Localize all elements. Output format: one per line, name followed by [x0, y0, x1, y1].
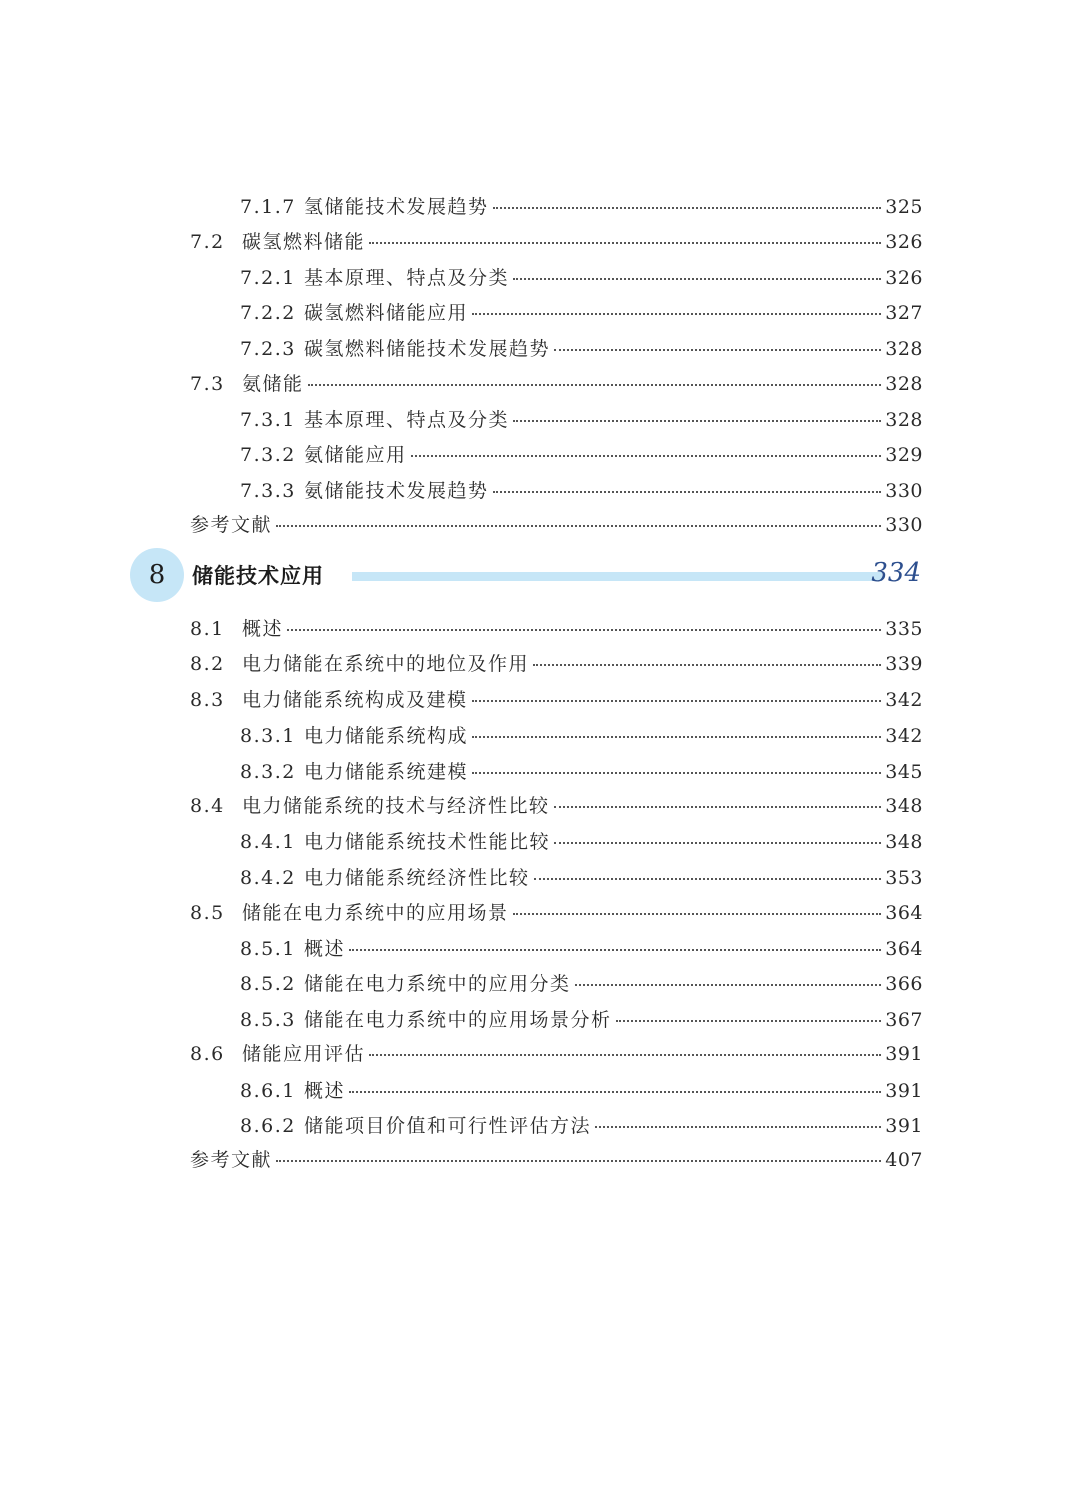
toc-entry-title: 电力储能系统构成及建模 — [242, 689, 468, 711]
toc-entry-title: 储能在电力系统中的应用分类 — [304, 973, 571, 995]
dot-leader — [513, 912, 882, 915]
toc-entry-page: 366 — [885, 973, 923, 995]
toc-entry-title: 概述 — [304, 1080, 346, 1102]
toc-entry[interactable] — [190, 614, 923, 644]
toc-entry[interactable] — [240, 192, 923, 222]
toc-entry[interactable] — [190, 1145, 923, 1175]
dot-leader — [595, 1125, 881, 1128]
toc-entry[interactable] — [190, 791, 923, 821]
dot-leader — [369, 241, 881, 244]
chapter-page-number: 334 — [871, 558, 921, 588]
toc-entry-number: 7.3 — [190, 373, 225, 395]
dot-leader — [513, 419, 881, 422]
toc-entry-page: 342 — [885, 725, 923, 747]
chapter-number-badge: 8 — [130, 548, 184, 602]
toc-entry-number: 8.5 — [190, 902, 225, 924]
toc-entry-number: 7.1.7 — [240, 196, 296, 218]
toc-entry[interactable] — [240, 721, 923, 751]
toc-entry-page: 326 — [885, 267, 923, 289]
toc-entry[interactable] — [240, 757, 923, 787]
toc-entry-number: 8.6.1 — [240, 1080, 296, 1102]
toc-entry-title: 电力储能系统经济性比较 — [304, 867, 530, 889]
toc-entry[interactable] — [240, 440, 923, 470]
toc-entry-page: 364 — [885, 902, 923, 924]
dot-leader — [533, 663, 881, 666]
dot-leader — [411, 454, 882, 457]
toc-entry[interactable] — [240, 298, 923, 328]
toc-entry-title: 电力储能在系统中的地位及作用 — [242, 653, 530, 675]
toc-entry-title: 电力储能系统构成 — [304, 725, 469, 747]
toc-entry[interactable] — [240, 476, 923, 506]
toc-entry-number: 7.3.2 — [240, 444, 296, 466]
toc-entry[interactable] — [190, 649, 923, 679]
toc-entry-page: 330 — [885, 480, 923, 502]
toc-entry-page: 339 — [885, 653, 923, 675]
dot-leader — [308, 383, 882, 386]
toc-entry[interactable] — [190, 369, 923, 399]
dot-leader — [513, 277, 881, 280]
dot-leader — [493, 206, 882, 209]
toc-entry-number: 8.4 — [190, 795, 225, 817]
toc-entry-title: 储能在电力系统中的应用场景 — [242, 902, 509, 924]
toc-entry-page: 345 — [885, 761, 923, 783]
toc-entry-number: 8.6.2 — [240, 1115, 296, 1137]
toc-entry-title: 氨储能 — [242, 373, 304, 395]
dot-leader — [276, 1159, 881, 1162]
toc-entry-title: 参考文献 — [190, 1149, 273, 1171]
toc-entry-page: 367 — [885, 1009, 923, 1031]
toc-entry-number: 8.6 — [190, 1043, 225, 1065]
toc-entry[interactable] — [190, 1039, 923, 1069]
chapter-title: 储能技术应用 — [192, 564, 324, 588]
toc-entry-title: 碳氢燃料储能 — [242, 231, 366, 253]
toc-entry[interactable] — [240, 1005, 923, 1035]
toc-entry-title: 碳氢燃料储能应用 — [304, 302, 469, 324]
toc-entry[interactable] — [240, 1076, 923, 1106]
toc-entry-number: 7.2.1 — [240, 267, 296, 289]
toc-entry-number: 8.5.1 — [240, 938, 296, 960]
dot-leader — [472, 312, 881, 315]
toc-entry-number: 8.5.2 — [240, 973, 296, 995]
toc-entry-page: 353 — [885, 867, 923, 889]
chapter-heading[interactable] — [130, 548, 925, 604]
toc-entry-number: 7.2.3 — [240, 338, 296, 360]
toc-entry-page: 391 — [885, 1115, 923, 1137]
toc-entry-title: 氢储能技术发展趋势 — [304, 196, 489, 218]
toc-entry-number: 8.4.1 — [240, 831, 296, 853]
dot-leader — [616, 1019, 882, 1022]
toc-entry-number: 8.3 — [190, 689, 225, 711]
toc-entry-title: 电力储能系统建模 — [304, 761, 469, 783]
toc-entry[interactable] — [240, 827, 923, 857]
toc-entry[interactable] — [240, 969, 923, 999]
chapter-rule — [352, 572, 882, 581]
toc-entry[interactable] — [240, 934, 923, 964]
dot-leader — [369, 1053, 881, 1056]
dot-leader — [349, 948, 881, 951]
toc-entry-title: 电力储能系统技术性能比较 — [304, 831, 551, 853]
toc-entry-title: 基本原理、特点及分类 — [304, 409, 510, 431]
dot-leader — [554, 841, 881, 844]
toc-entry-title: 碳氢燃料储能技术发展趋势 — [304, 338, 551, 360]
toc-entry[interactable] — [240, 405, 923, 435]
toc-entry-title: 氨储能应用 — [304, 444, 407, 466]
toc-entry-page: 325 — [885, 196, 923, 218]
toc-entry-page: 335 — [885, 618, 923, 640]
toc-entry[interactable] — [190, 227, 923, 257]
toc-entry-page: 326 — [885, 231, 923, 253]
toc-entry-number: 8.3.2 — [240, 761, 296, 783]
toc-entry-page: 391 — [885, 1080, 923, 1102]
toc-entry[interactable] — [190, 685, 923, 715]
toc-entry-page: 330 — [885, 514, 923, 536]
toc-entry-number: 8.1 — [190, 618, 225, 640]
toc-entry-number: 7.2.2 — [240, 302, 296, 324]
toc-entry-title: 储能应用评估 — [242, 1043, 366, 1065]
toc-entry-page: 364 — [885, 938, 923, 960]
dot-leader — [472, 699, 882, 702]
toc-entry[interactable] — [240, 263, 923, 293]
toc-entry-number: 8.4.2 — [240, 867, 296, 889]
toc-entry-page: 391 — [885, 1043, 923, 1065]
toc-entry-title: 储能项目价值和可行性评估方法 — [304, 1115, 592, 1137]
toc-entry-title: 储能在电力系统中的应用场景分析 — [304, 1009, 612, 1031]
toc-entry-page: 407 — [885, 1149, 923, 1171]
dot-leader — [349, 1090, 881, 1093]
toc-entry-page: 328 — [885, 373, 923, 395]
toc-entry-page: 348 — [885, 831, 923, 853]
toc-entry-number: 8.3.1 — [240, 725, 296, 747]
dot-leader — [472, 735, 881, 738]
toc-entry-number: 8.2 — [190, 653, 225, 675]
toc-entry-title: 基本原理、特点及分类 — [304, 267, 510, 289]
toc-entry-title: 氨储能技术发展趋势 — [304, 480, 489, 502]
toc-entry-page: 328 — [885, 338, 923, 360]
toc-entry[interactable] — [240, 863, 923, 893]
toc-entry-title: 电力储能系统的技术与经济性比较 — [242, 795, 550, 817]
toc-entry[interactable] — [240, 334, 923, 364]
dot-leader — [493, 490, 882, 493]
dot-leader — [554, 805, 882, 808]
toc-entry[interactable] — [240, 1111, 923, 1141]
toc-entry-number: 7.2 — [190, 231, 225, 253]
dot-leader — [287, 628, 881, 631]
toc-entry-number: 7.3.1 — [240, 409, 296, 431]
toc-entry-page: 342 — [885, 689, 923, 711]
toc-entry-title: 概述 — [304, 938, 346, 960]
toc-entry-page: 328 — [885, 409, 923, 431]
toc-entry-title: 参考文献 — [190, 514, 273, 536]
dot-leader — [276, 524, 881, 527]
toc-entry-number: 7.3.3 — [240, 480, 296, 502]
dot-leader — [554, 348, 881, 351]
toc-entry-number: 8.5.3 — [240, 1009, 296, 1031]
toc-entry[interactable] — [190, 898, 923, 928]
toc-entry-page: 348 — [885, 795, 923, 817]
toc-entry-page: 329 — [885, 444, 923, 466]
dot-leader — [472, 771, 881, 774]
toc-entry[interactable] — [190, 510, 923, 540]
dot-leader — [534, 877, 882, 880]
toc-entry-title: 概述 — [242, 618, 284, 640]
toc-entry-page: 327 — [885, 302, 923, 324]
dot-leader — [575, 983, 882, 986]
